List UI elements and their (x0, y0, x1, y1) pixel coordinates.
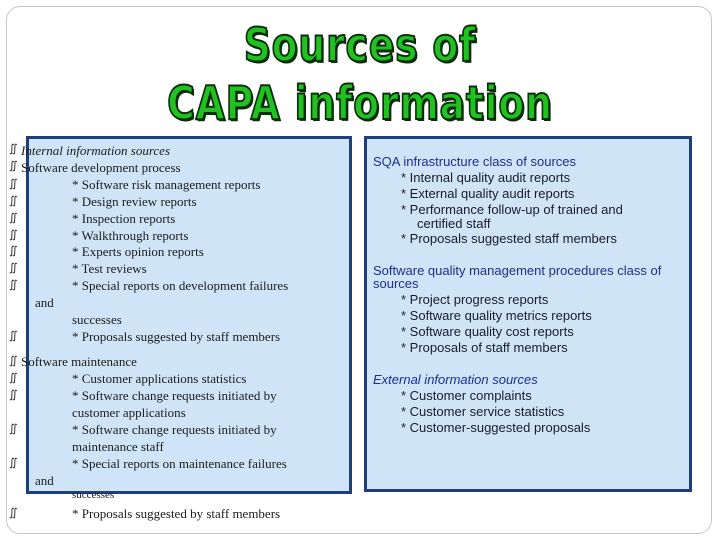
bullet-icon: ∬ (9, 457, 18, 469)
bullet-icon: ∬ (9, 245, 18, 257)
list-item: * Proposals of staff members (401, 340, 568, 355)
list-item: * Special reports on maintenance failures (72, 456, 287, 471)
list-item: * Software change requests initiated by (72, 422, 277, 437)
list-item: * Performance follow-up of trained and (401, 202, 623, 217)
quality-management-heading: Software quality management procedures class of (373, 263, 662, 278)
bullet-icon: ∬ (9, 389, 18, 401)
list-item: * Project progress reports (401, 292, 549, 307)
quality-management-heading-cont: sources (373, 276, 419, 291)
sw-development-heading: Software development process (21, 160, 181, 175)
list-item: * Customer service statistics (401, 404, 565, 419)
bullet-icon: ∬ (9, 229, 18, 241)
bullet-icon: ∬ (9, 330, 18, 342)
bullet-icon: ∬ (9, 160, 18, 172)
sqa-infrastructure-heading: SQA infrastructure class of sources (373, 154, 577, 169)
list-item: * Inspection reports (72, 211, 176, 226)
internal-sources-heading: Internal information sources (21, 143, 171, 158)
list-item: customer applications (72, 405, 186, 420)
bullet-icon: ∬ (9, 143, 18, 155)
bullet-icon: ∬ (9, 195, 18, 207)
list-item: * Test reviews (72, 261, 147, 276)
and-text: and (35, 473, 54, 488)
list-item: * Proposals suggested by staff members (72, 329, 281, 344)
bullet-icon: ∬ (9, 212, 18, 224)
slide-title-line-2: CAPA information (167, 76, 553, 130)
bullet-icon: ∬ (9, 423, 18, 435)
successes-text: successes (72, 489, 115, 501)
sw-maintenance-heading: Software maintenance (21, 354, 137, 369)
and-text: and (35, 295, 54, 310)
list-item: * Software quality metrics reports (401, 308, 592, 323)
list-item: maintenance staff (72, 439, 164, 454)
list-item: * Proposals suggested by staff members (72, 506, 281, 521)
external-sources-heading: External information sources (373, 372, 538, 387)
bullet-icon: ∬ (9, 355, 18, 367)
internal-sources-panel (9, 136, 352, 521)
list-item: * Customer complaints (401, 388, 532, 403)
list-item: * Software risk management reports (72, 177, 261, 192)
bullet-icon: ∬ (9, 507, 18, 519)
list-item: * Internal quality audit reports (401, 170, 571, 185)
list-item: * Customer applications statistics (72, 371, 247, 386)
list-item: * Special reports on development failures (72, 278, 289, 293)
slide-title-line-1: Sources of (243, 18, 477, 72)
bullet-icon: ∬ (9, 279, 18, 291)
list-item: * Customer-suggested proposals (401, 420, 591, 435)
list-item: * Walkthrough reports (72, 228, 189, 243)
sqa-sources-panel (364, 136, 692, 492)
list-item: * Proposals suggested staff members (401, 231, 617, 246)
bullet-icon: ∬ (9, 178, 18, 190)
list-item: * Software quality cost reports (401, 324, 574, 339)
list-item: * Design review reports (72, 194, 197, 209)
bullet-icon: ∬ (9, 372, 18, 384)
successes-text: successes (72, 312, 122, 327)
list-item: * Experts opinion reports (72, 244, 204, 259)
list-item: certified staff (417, 216, 491, 231)
list-item: * Software change requests initiated by (72, 388, 277, 403)
bullet-icon: ∬ (9, 262, 18, 274)
list-item: * External quality audit reports (401, 186, 575, 201)
